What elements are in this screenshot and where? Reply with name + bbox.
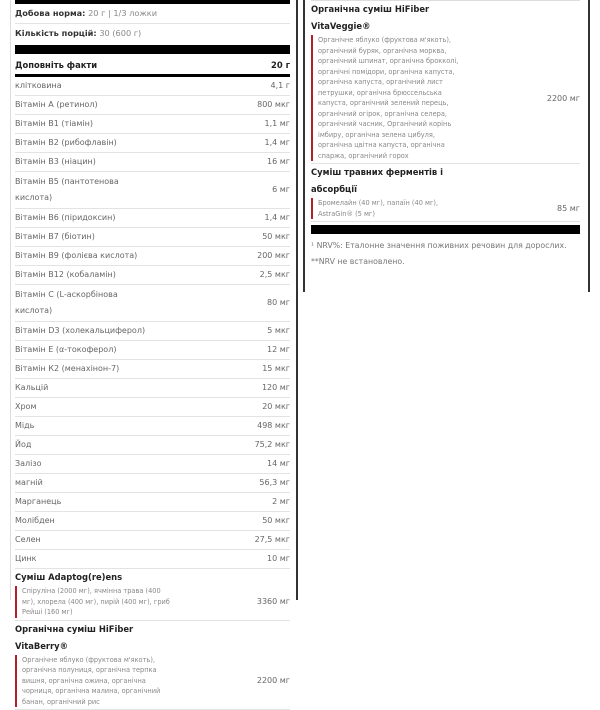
nutrient-value: 56,3 мг [259,475,290,491]
nutrient-value: 4,1 г [271,78,290,94]
nutrient-name: Кальцій [15,380,262,396]
nutrient-row [15,285,290,322]
nutrient-row [15,341,290,360]
nutrient-row [15,153,290,172]
nutrient-value: 6 мг [272,182,290,198]
daily-dose [15,4,290,23]
nutrient-name: Вітамін В7 (біотин) [15,229,262,245]
blend-title: Суміш Adaptog(re)ens [15,569,290,586]
nutrient-row [15,360,290,379]
nutrient-row [15,531,290,550]
nutrient-row [15,96,290,115]
nutrient-name: Хром [15,399,262,415]
nutrient-row [15,474,290,493]
footnote-not-set: **NRV не встановлено. [311,254,580,270]
nutrient-row [15,209,290,228]
nutrient-value: 1,1 мг [264,116,290,132]
nutrient-row [15,455,290,474]
servings-label: Кількість порцій: [15,28,97,38]
nutrient-value: 1,4 мг [264,210,290,226]
nutrient-value: 14 мг [267,456,290,472]
nutrient-name: Вітамін D3 (холекальциферол) [15,323,267,339]
blend-ingredients: Бромелайн (40 мг), папаїн (40 мг), AstraGin® (5 мг) [311,198,468,219]
blend-ingredients: Органічне яблуко (фруктова м'якоть), органічний буряк, органічна морква, органічний шпинат, органічна брокколі, органічні помідори, органічна капуста, органічна капуста, органічний лист петрушки, органічна брюссельська капуста, органічний зелений перець, органічний огірок, органічна селера, органічний часник, Органічний корінь імбиру, органічна зелена цибуля, органічна цвітна капуста, органічна спаржа, органічний горох [311,35,468,161]
nutrition-facts-left-column [10,0,298,600]
nutrient-row [15,417,290,436]
nutrient-value: 20 мкг [262,399,290,415]
nutrient-name: Вітамін В12 (кобаламін) [15,267,260,283]
blend-title: Суміш травних ферментів і абсорбції [311,164,461,198]
nutrient-list [15,77,290,569]
nutrient-value: 10 мг [267,551,290,567]
blend-item [15,621,290,710]
nutrient-name: магній [15,475,259,491]
nutrient-value: 75,2 мкг [255,437,290,453]
blend-list-left [15,569,290,710]
nutrient-name: Йод [15,437,255,453]
blend-amount: 3360 мг [257,597,290,606]
facts-header [15,57,290,77]
blend-ingredients: Спіруліна (2000 мг), ячмінна трава (400 мг), хлорела (400 мг), пирій (400 мг), гриб Рейші (160 мг) [15,586,172,618]
nutrient-name: Цинк [15,551,267,567]
nutrient-name: Селен [15,532,255,548]
nutrient-row [15,266,290,285]
blend-item [15,569,290,621]
nutrient-value: 1,4 мг [264,135,290,151]
nutrient-value: 16 мг [267,154,290,170]
nutrient-value: 498 мкг [257,418,290,434]
nutrient-row [15,550,290,569]
nutrient-row [15,398,290,417]
blend-ingredients: Органічне яблуко (фруктова м'якоть), органічна полуниця, органічна терпка вишня, органічна ожина, органічна чорниця, органічна малина, органічний банан, органічний рис [15,655,172,708]
nutrient-name: Вітамін Е (α-токоферол) [15,342,267,358]
blend-body [311,35,580,161]
servings-value: 30 (600 г) [99,28,141,38]
nutrient-row [15,436,290,455]
blend-body [15,586,290,618]
blend-body [311,198,580,219]
nutrient-value: 15 мкг [262,361,290,377]
section-rule [311,225,580,234]
blend-amount: 2200 мг [257,676,290,685]
nutrient-row [15,247,290,266]
nutrient-name: Залізо [15,456,267,472]
blend-amount: 85 мг [557,204,580,213]
nutrient-name: Молібден [15,513,262,529]
nutrient-value: 2,5 мкг [260,267,290,283]
nutrient-value: 120 мг [262,380,290,396]
nutrient-name: Вітамін К2 (менахінон-7) [15,361,262,377]
daily-dose-label: Добова норма: [15,8,85,18]
blend-amount: 2200 мг [547,94,580,103]
nutrient-name: Вітамін С (L-аскорбінова кислота) [15,287,161,319]
nutrient-name: Вітамін В9 (фолієва кислота) [15,248,257,264]
section-rule [15,45,290,54]
nutrient-value: 12 мг [267,342,290,358]
blend-title: Органічна суміш HiFiber VitaVeggie® [311,1,461,35]
nutrient-row [15,322,290,341]
facts-header-amount: 20 г [271,57,290,74]
nutrient-row [15,379,290,398]
nutrient-value: 200 мкг [257,248,290,264]
nutrition-facts-right-column [303,0,590,292]
nutrient-row [15,115,290,134]
nutrient-value: 50 мкг [262,229,290,245]
blend-list-right [311,1,580,222]
nutrient-name: Вітамін В3 (ніацин) [15,154,267,170]
nutrient-value: 80 мг [267,295,290,311]
facts-header-label: Доповніть факти [15,57,97,74]
nutrient-name: Вітамін В2 (рибофлавін) [15,135,264,151]
nutrient-row [15,172,290,209]
blend-item [311,1,580,164]
nutrient-value: 800 мкг [257,97,290,113]
nutrient-name: Вітамін В6 (піридоксин) [15,210,264,226]
nutrient-name: Марганець [15,494,272,510]
nutrient-value: 27,5 мкг [255,532,290,548]
daily-dose-value: 20 г | 1/3 ложки [88,8,157,18]
blend-item [311,164,580,222]
nutrient-name: Вітамін В1 (тіамін) [15,116,264,132]
nutrient-row [15,493,290,512]
nutrient-name: Вітамін В5 (пантотенова кислота) [15,174,161,206]
nutrient-row [15,134,290,153]
nutrient-row [15,77,290,96]
nutrient-value: 2 мг [272,494,290,510]
nutrient-name: клітковина [15,78,271,94]
blend-body [15,655,290,708]
nutrient-value: 5 мкг [267,323,290,339]
nutrient-value: 50 мкг [262,513,290,529]
servings-count [15,23,290,43]
blend-title: Органічна суміш HiFiber VitaBerry® [15,621,165,655]
nutrient-row [15,512,290,531]
footnote-nrv: ¹ NRV%: Еталонне значення поживних речовин для дорослих. [311,238,580,254]
nutrient-name: Вітамін А (ретинол) [15,97,257,113]
nutrient-name: Мідь [15,418,257,434]
nutrient-row [15,228,290,247]
